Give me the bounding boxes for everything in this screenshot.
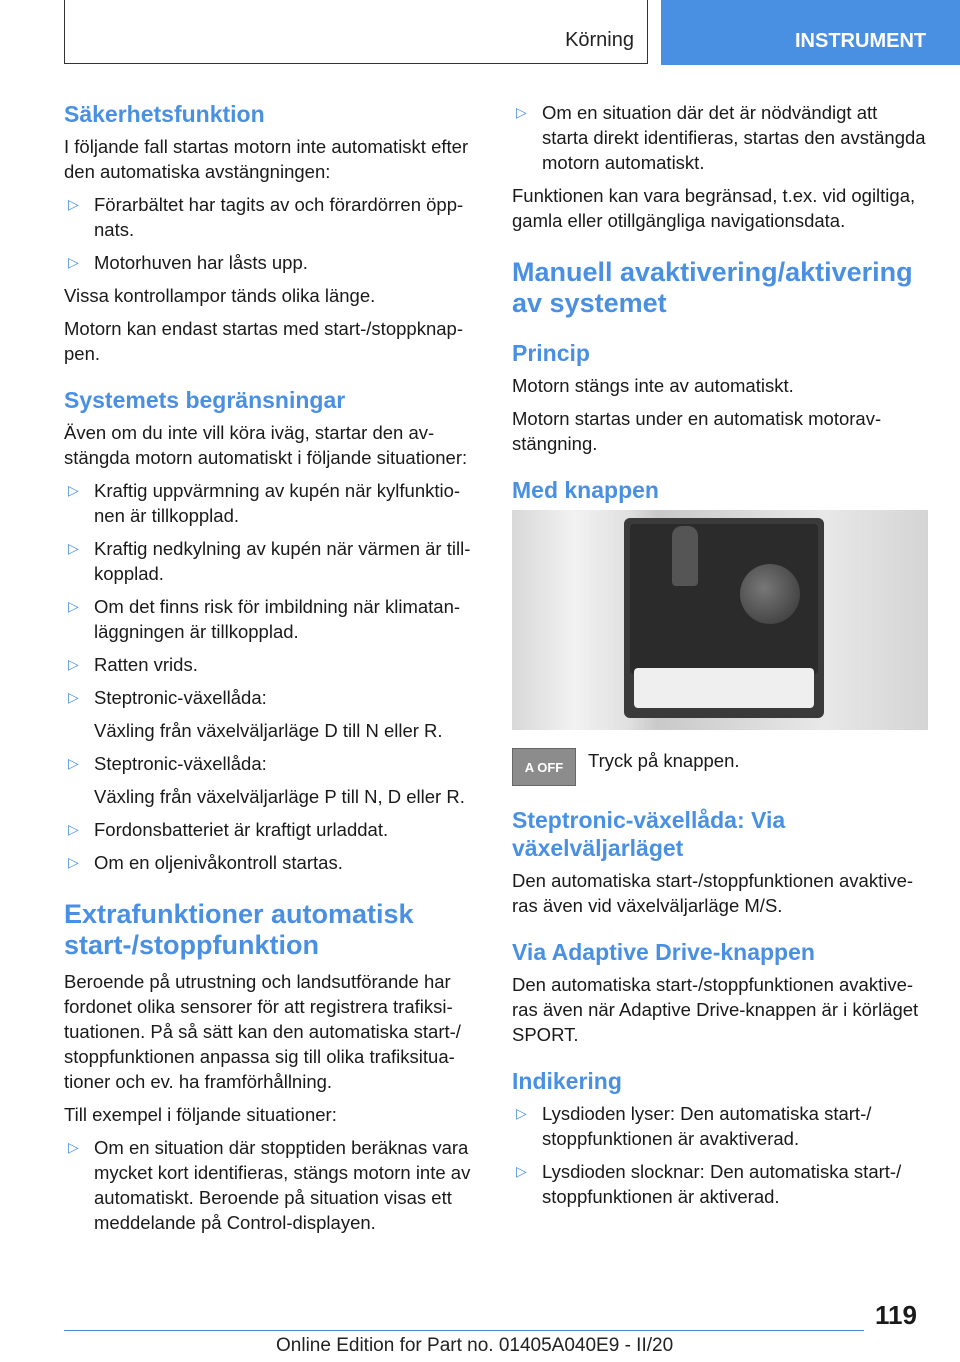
- page-header: [0, 0, 960, 66]
- list-item: ▷ Lysdioden slocknar: Den automatiska start-/ stoppfunktionen är aktiverad.: [516, 1161, 902, 1207]
- console-illustration: [624, 518, 824, 718]
- page-number: 119: [875, 1300, 917, 1330]
- auto-start-stop-off-icon: A OFF: [512, 748, 576, 786]
- list-item: ▷ Förarbältet har tagits av och förardörren öppnats.: [68, 194, 464, 240]
- header-section-box: [64, 0, 648, 64]
- list-item: ▷ Lysdioden lyser: Den automatiska start-/ stoppfunktionen är avaktiverad.: [516, 1103, 872, 1149]
- list-item: ▷ Om en situation där det är nödvändigt att starta direkt identifieras, startas den avstängda motorn automatiskt.: [516, 102, 926, 173]
- list-item: ▷ Motorhuven har låsts upp.: [68, 252, 308, 273]
- paragraph-button: Motorn kan endast startas med start-/stoppknappen.: [64, 318, 463, 364]
- controller-knob-icon: [740, 564, 800, 624]
- paragraph-example: Till exempel i följande situationer:: [64, 1104, 337, 1125]
- extra-list: [64, 1135, 480, 1235]
- console-tray: [634, 668, 814, 708]
- heading-princip: Princip: [512, 340, 590, 366]
- console-panel: [630, 524, 818, 674]
- list-item: ▷ Steptronic-växellåda: Växling från växelväljarläge D till N eller R.: [68, 687, 443, 741]
- left-column: [64, 100, 480, 1243]
- triangle-bullet-icon: ▷: [68, 1139, 79, 1155]
- header-section-title: Körning: [565, 29, 634, 51]
- heading-knappen: Med knappen: [512, 477, 659, 503]
- heading-indikering: Indikering: [512, 1068, 622, 1094]
- paragraph-tryck: Tryck på knappen.: [588, 750, 740, 771]
- right-column: [512, 100, 928, 1217]
- button-instruction: [512, 748, 928, 786]
- triangle-bullet-icon: ▷: [516, 1163, 527, 1179]
- heading-steptronic: Steptronic-växellåda: Via växelväljarläget: [512, 807, 786, 861]
- paragraph-princip-2: Motorn startas under en automatisk motoravstängning.: [512, 408, 882, 454]
- paragraph-princip-1: Motorn stängs inte av automatiskt.: [512, 375, 794, 396]
- paragraph-adaptive: Den automatiska start-/stoppfunktionen avaktiveras även när Adaptive Drive-knappen är i körläget SPORT.: [512, 974, 919, 1045]
- list-item: ▷ Om en oljenivåkontroll startas.: [68, 852, 343, 873]
- limits-list: [64, 478, 480, 875]
- triangle-bullet-icon: ▷: [68, 598, 79, 614]
- gear-lever-icon: [672, 526, 698, 586]
- header-chapter-tab: INSTRUMENT: [661, 0, 960, 65]
- list-item: ▷ Kraftig uppvärmning av kupén när kylfunktionen är tillkopplad.: [68, 480, 461, 526]
- paragraph-extra: Beroende på utrustning och landsutförande har fordonet olika sensorer för att registrera trafiksituationen. På så sätt kan den automatiska start-/ stoppfunktionen anpassa sig till olika trafiksituationer och ev. ha framförhållning.: [64, 971, 461, 1092]
- heading-extra: Extrafunktioner automatisk start-/stoppfunktion: [64, 899, 414, 960]
- triangle-bullet-icon: ▷: [68, 755, 79, 771]
- triangle-bullet-icon: ▷: [68, 482, 79, 498]
- paragraph-steptronic: Den automatiska start-/stoppfunktionen avaktiveras även vid växelväljarläge M/S.: [512, 870, 914, 916]
- footer-edition-text: Online Edition for Part no. 01405A040E9 - II/20: [276, 1335, 674, 1356]
- triangle-bullet-icon: ▷: [68, 821, 79, 837]
- extra-list-continued: [512, 100, 928, 175]
- paragraph-limited: Funktionen kan vara begränsad, t.ex. vid ogiltiga, gamla eller otillgängliga navigationsdata.: [512, 185, 916, 231]
- list-item: ▷ Ratten vrids.: [68, 654, 198, 675]
- triangle-bullet-icon: ▷: [68, 254, 79, 270]
- footer-edition: [276, 1335, 673, 1357]
- triangle-bullet-icon: ▷: [68, 689, 79, 705]
- list-item: ▷ Om en situation där stopptiden beräknas vara mycket kort identifieras, stängs motorn inte av automatiskt. Beroende på situation visas ett meddelande på Control-displayen.: [68, 1137, 471, 1233]
- indikering-list: [512, 1101, 928, 1209]
- paragraph-limits: Även om du inte vill köra iväg, startar den avstängda motorn automatiskt i följande situationer:: [64, 422, 468, 468]
- heading-safety: Säkerhetsfunktion: [64, 101, 265, 127]
- paragraph-safety: I följande fall startas motorn inte automatiskt efter den automatiska avstängningen:: [64, 136, 469, 182]
- triangle-bullet-icon: ▷: [68, 540, 79, 556]
- heading-manual: Manuell avaktivering/aktivering av systemet: [512, 257, 913, 318]
- triangle-bullet-icon: ▷: [68, 854, 79, 870]
- heading-adaptive: Via Adaptive Drive-knappen: [512, 939, 815, 965]
- triangle-bullet-icon: ▷: [516, 1105, 527, 1121]
- triangle-bullet-icon: ▷: [516, 104, 527, 120]
- triangle-bullet-icon: ▷: [68, 196, 79, 212]
- list-item: ▷ Om det finns risk för imbildning när klimatanläggningen är tillkopplad.: [68, 596, 461, 642]
- heading-limits: Systemets begränsningar: [64, 387, 346, 413]
- paragraph-lamps: Vissa kontrollampor tänds olika länge.: [64, 285, 376, 306]
- center-console-photo: [512, 510, 928, 730]
- list-item: ▷ Steptronic-växellåda: Växling från växelväljarläge P till N, D eller R.: [68, 753, 465, 807]
- list-item: ▷ Kraftig nedkylning av kupén när värmen är tillkopplad.: [68, 538, 471, 584]
- list-item: ▷ Fordonsbatteriet är kraftigt urladdat.: [68, 819, 389, 840]
- footer-divider: [64, 1330, 864, 1331]
- safety-list: [64, 192, 480, 275]
- triangle-bullet-icon: ▷: [68, 656, 79, 672]
